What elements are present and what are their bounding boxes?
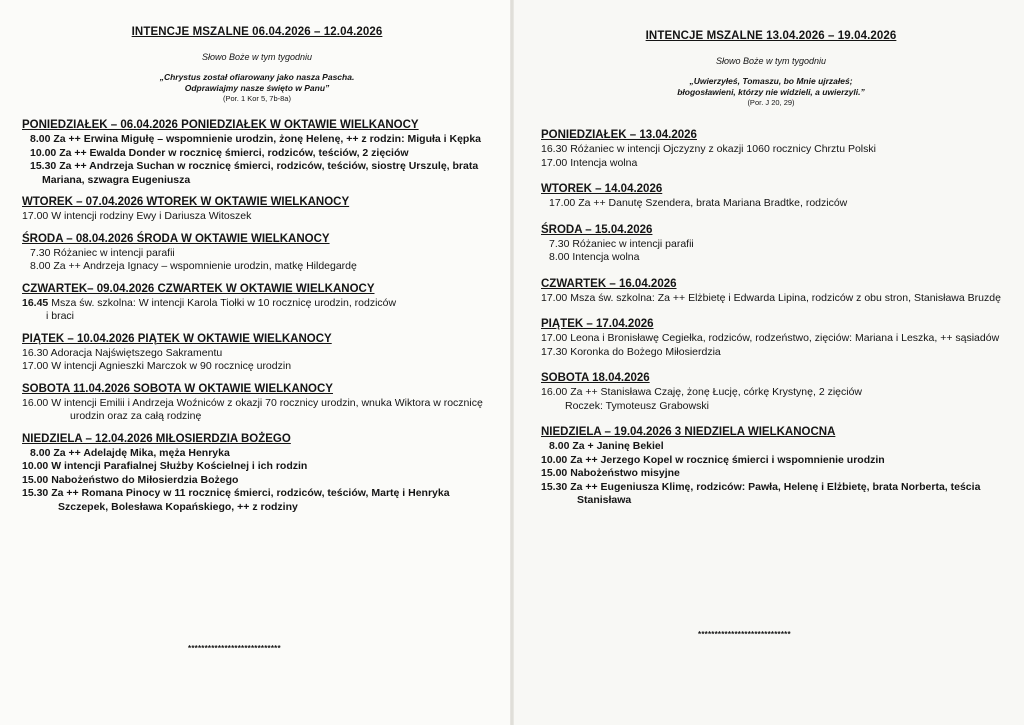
mass-intention: 17.00 Za ++ Danutę Szendera, brata Mariana Bradtke, rodziców [549, 197, 848, 209]
left-section-wednesday [22, 232, 492, 274]
mass-intention: 7.30 Różaniec w intencji parafii [30, 246, 175, 259]
right-section-saturday [541, 371, 1001, 413]
left-section-sunday [22, 432, 492, 515]
section-heading: SOBOTA 11.04.2026 SOBOTA W OKTAWIE WIELKANOCY [22, 382, 333, 395]
right-section-thursday [541, 277, 1001, 306]
section-heading: CZWARTEK– 09.04.2026 CZWARTEK W OKTAWIE WIELKANOCY [22, 282, 375, 295]
right-quote-line: błogosławieni, którzy nie widzieli, a uwierzyli.” [677, 87, 865, 97]
left-section-friday [22, 332, 492, 374]
left-column [22, 26, 492, 514]
right-stars-divider: **************************** [698, 630, 791, 639]
mass-intention: 17.00 Leona i Bronisławę Cegiełka, rodziców, rodzeństwo, zięciów: Mariana i Leszka, ++ sąsiadów [541, 332, 1000, 344]
mass-intention-text: Msza św. szkolna: W intencji Karola Tiołki w 10 rocznicę urodzin, rodziców [48, 296, 397, 309]
section-heading: CZWARTEK – 16.04.2026 [541, 277, 677, 290]
section-heading: SOBOTA 18.04.2026 [541, 372, 650, 384]
section-heading: PIĄTEK – 10.04.2026 PIĄTEK W OKTAWIE WIELKANOCY [22, 332, 332, 345]
mass-intention: 17.00 Intencja wolna [541, 156, 638, 169]
mass-intention: 8.00 Za ++ Andrzeja Ignacy – wspomnienie urodzin, matkę Hildegardę [30, 260, 357, 272]
mass-intention: 7.30 Różaniec w intencji parafii [549, 237, 694, 250]
left-quote [22, 72, 492, 94]
mass-intention [22, 297, 492, 324]
left-section-monday [22, 118, 492, 187]
section-heading: PONIEDZIAŁEK – 06.04.2026 PONIEDZIAŁEK W OKTAWIE WIELKANOCY [22, 119, 419, 131]
left-quote-reference: (Por. 1 Kor 5, 7b-8a) [223, 94, 291, 103]
right-subtitle: Słowo Boże w tym tygodniu [715, 56, 827, 66]
mass-intention: 16.30 Różaniec w intencji Ojczyzny z okazji 1060 rocznicy Chrztu Polski [541, 143, 876, 155]
right-section-tuesday [541, 182, 1001, 211]
mass-intention: 17.30 Koronka do Bożego Miłosierdzia [541, 345, 721, 358]
right-section-sunday [541, 425, 1001, 508]
mass-intention: 15.30 Za ++ Romana Pinocy w 11 rocznicę śmierci, rodziców, teściów, Martę i Henryka Szczepek, Bolesława Kopańskiego, ++ z rodziny [22, 487, 450, 513]
left-stars-divider: **************************** [188, 644, 281, 653]
section-heading: NIEDZIELA – 12.04.2026 MIŁOSIERDZIA BOŻEGO [22, 432, 291, 445]
right-quote [541, 76, 1001, 98]
section-heading: NIEDZIELA – 19.04.2026 3 NIEDZIELA WIELKANOCNA [541, 426, 836, 438]
mass-intention: 10.00 Za ++ Jerzego Kopel w rocznicę śmierci i wspomnienie urodzin [541, 453, 885, 466]
mass-intention: 17.00 W intencji rodziny Ewy i Dariusza Witoszek [22, 210, 252, 222]
section-heading: PIĄTEK – 17.04.2026 [541, 318, 654, 330]
right-section-monday [541, 128, 1001, 170]
mass-intention: 17.00 W intencji Agnieszki Marczok w 90 rocznicę urodzin [22, 360, 292, 372]
left-section-saturday [22, 382, 492, 424]
right-section-wednesday [541, 223, 1001, 265]
mass-intention: 16.00 W intencji Emilii i Andrzeja Woźniców z okazji 70 rocznicy urodzin, wnuka Wiktora w rocznicę urodzin oraz za całą rodzinę [22, 396, 483, 422]
mass-intention: 15.30 Za ++ Andrzeja Suchan w rocznicę śmierci, rodziców, teściów, siostrę Urszulę, brata Mariana, szwagra Eugeniusza [30, 160, 479, 186]
mass-intention: 17.00 Msza św. szkolna: Za ++ Elżbietę i Edwarda Lipina, rodziców z obu stron, Stanisława Bruzdę [541, 291, 1001, 304]
mass-time: 16.45 [22, 296, 49, 309]
section-heading: ŚRODA – 08.04.2026 ŚRODA W OKTAWIE WIELKANOCY [22, 232, 330, 245]
left-title: INTENCJE MSZALNE 06.04.2026 – 12.04.2026 [131, 26, 383, 38]
mass-intention: 10.00 W intencji Parafialnej Służby Kościelnej i ich rodzin [22, 460, 308, 472]
right-quote-reference: (Por. J 20, 29) [747, 98, 795, 107]
mass-intention: 15.00 Nabożeństwo misyjne [541, 467, 680, 479]
left-quote-line: Odprawiajmy nasze święto w Panu” [184, 83, 330, 93]
mass-intention: 8.00 Intencja wolna [549, 251, 640, 263]
section-heading: WTOREK – 07.04.2026 WTOREK W OKTAWIE WIELKANOCY [22, 196, 350, 208]
left-quote-line: „Chrystus został ofiarowany jako nasza Pascha. [159, 72, 355, 82]
section-heading: WTOREK – 14.04.2026 [541, 183, 663, 195]
section-heading: ŚRODA – 15.04.2026 [541, 223, 653, 236]
left-subtitle: Słowo Boże w tym tygodniu [201, 52, 313, 62]
left-section-tuesday [22, 195, 492, 224]
mass-intention: 15.00 Nabożeństwo do Miłosierdzia Bożego [22, 473, 239, 486]
mass-intention-text: 16.00 Za ++ Stanisława Czaję, żonę Łucję, córkę Krystynę, 2 zięciów [541, 386, 862, 398]
mass-intention: 8.00 Za ++ Adelajdę Mika, męża Henryka [30, 446, 230, 459]
right-column [541, 30, 1001, 508]
mass-intention [541, 386, 1001, 413]
mass-intention: 15.30 Za ++ Eugeniusza Klimę, rodziców: Pawła, Helenę i Elżbietę, brata Norberta, teścia Stanisława [541, 480, 981, 506]
right-section-friday [541, 317, 1001, 359]
mass-intention: 8.00 Za ++ Erwina Migułę – wspomnienie urodzin, żonę Helenę, ++ z rodzin: Miguła i Kępka [30, 133, 482, 145]
mass-intention: 8.00 Za + Janinę Bekiel [549, 440, 664, 452]
page-fold [510, 0, 514, 725]
mass-intention: 16.30 Adoracja Najświętszego Sakramentu [22, 346, 223, 359]
right-quote-line: „Uwierzyłeś, Tomaszu, bo Mnie ujrzałeś; [689, 76, 853, 86]
right-title: INTENCJE MSZALNE 13.04.2026 – 19.04.2026 [645, 30, 897, 42]
mass-intention: 10.00 Za ++ Ewalda Donder w rocznicę śmierci, rodziców, teściów, 2 zięciów [30, 146, 409, 159]
mass-intention-continuation: i braci [46, 310, 75, 322]
left-section-thursday [22, 282, 492, 324]
section-heading: PONIEDZIAŁEK – 13.04.2026 [541, 129, 697, 141]
mass-intention-continuation: Roczek: Tymoteusz Grabowski [565, 399, 709, 412]
